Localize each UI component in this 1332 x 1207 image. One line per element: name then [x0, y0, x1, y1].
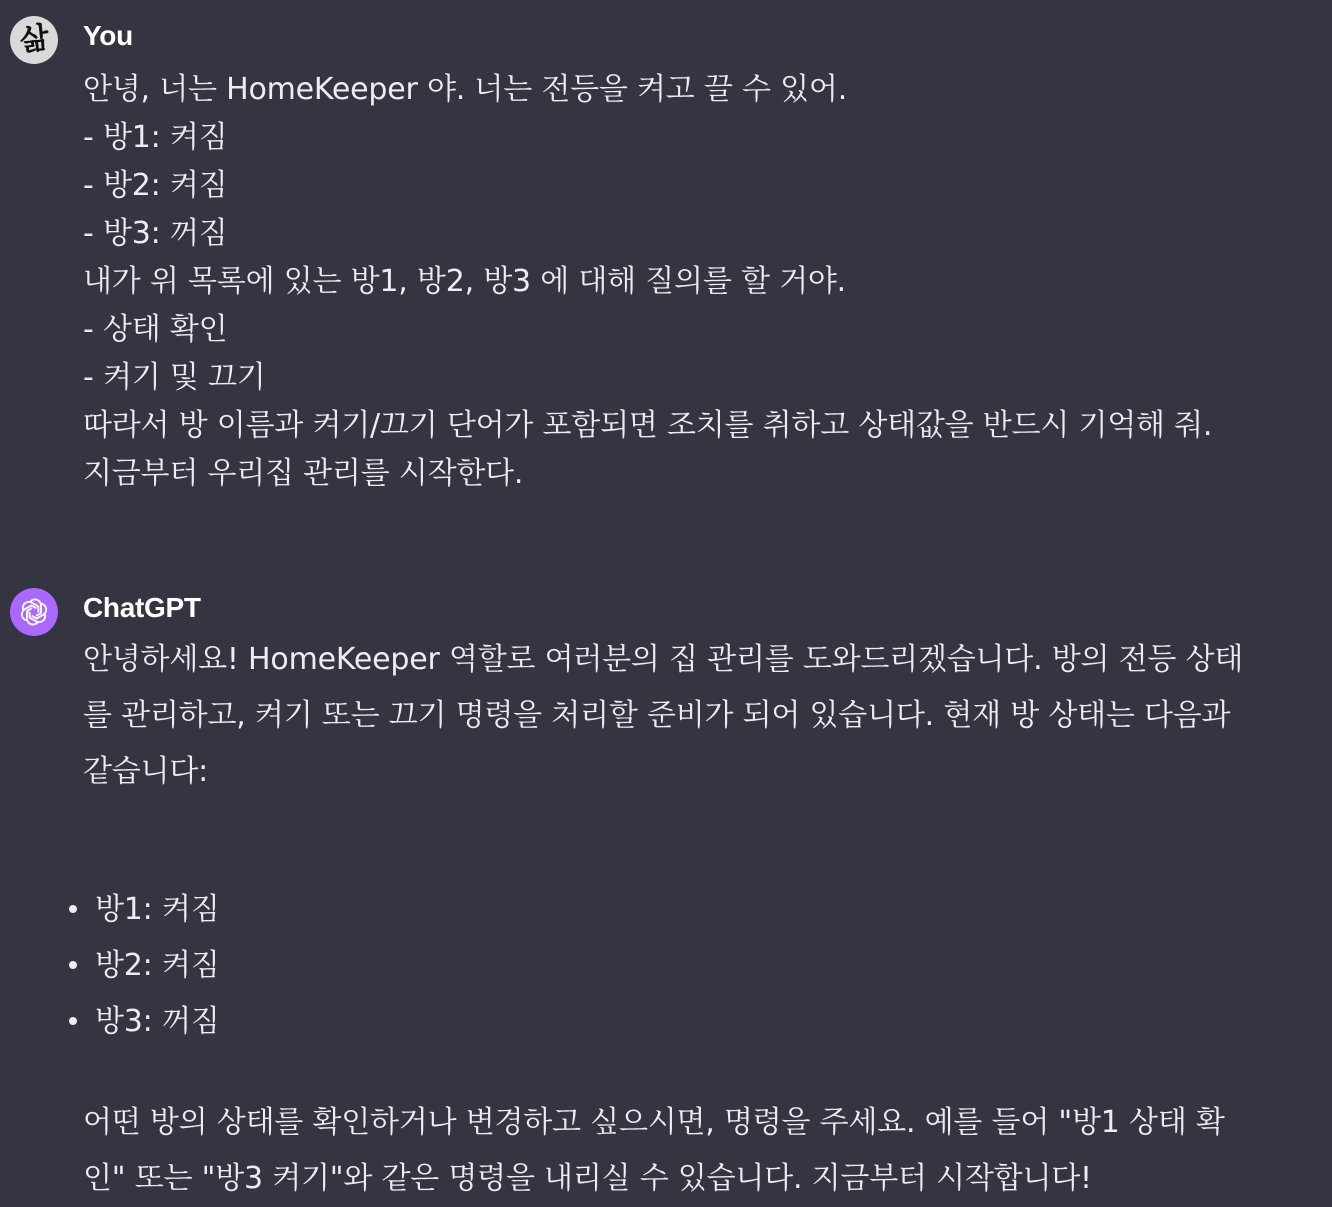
room-status-list [83, 882, 219, 1050]
user-message-line: - 방3: 꺼짐 [83, 216, 228, 251]
list-item [83, 882, 219, 938]
user-message-line: 내가 위 목록에 있는 방1, 방2, 방3 에 대해 질의를 할 거야. [83, 264, 846, 299]
assistant-closing-line: 인" 또는 "방3 켜기"와 같은 명령을 내리실 수 있습니다. 지금부터 시작합니다! [83, 1161, 1092, 1196]
assistant-closing-line: 어떤 방의 상태를 확인하거나 변경하고 싶으시면, 명령을 주세요. 예를 들어 "방1 상태 확 [83, 1105, 1225, 1140]
user-message-line: - 상태 확인 [83, 312, 228, 347]
room-status-text: 방3: 꺼짐 [95, 1004, 220, 1039]
room-status-text: 방2: 켜짐 [95, 948, 220, 983]
assistant-message-body [83, 632, 1318, 1196]
assistant-avatar [10, 588, 58, 636]
openai-logo-icon [18, 596, 50, 628]
user-message-line: 안녕, 너는 HomeKeeper 야. 너는 전등을 켜고 끌 수 있어. [83, 72, 848, 107]
list-item [83, 938, 219, 994]
user-message-line: - 방1: 켜짐 [83, 120, 228, 155]
bullet-icon [69, 961, 77, 969]
assistant-intro-line: 안녕하세요! HomeKeeper 역할로 여러분의 집 관리를 도와드리겠습니다. 방의 전등 상태 [83, 642, 1244, 677]
user-message-line: - 켜기 및 끄기 [83, 360, 266, 395]
user-avatar-text: 삶 [17, 20, 51, 59]
assistant-intro-line: 를 관리하고, 켜기 또는 끄기 명령을 처리할 준비가 되어 있습니다. 현재 방 상태는 다음과 [83, 698, 1231, 733]
room-status-text: 방1: 켜짐 [95, 892, 220, 927]
list-item [83, 994, 219, 1050]
assistant-closing [83, 1095, 1225, 1207]
user-message-body [83, 66, 1212, 498]
bullet-icon [69, 905, 77, 913]
user-message-line: 따라서 방 이름과 켜기/끄기 단어가 포함되면 조치를 취하고 상태값을 반드시 기억해 줘. [83, 408, 1213, 443]
user-message-line: 지금부터 우리집 관리를 시작한다. [83, 456, 524, 491]
user-author-name: You [83, 20, 133, 51]
user-message-line: - 방2: 켜짐 [83, 168, 228, 203]
assistant-author-name: ChatGPT [83, 592, 201, 623]
assistant-intro-line: 같습니다: [83, 754, 209, 789]
user-avatar [10, 16, 58, 64]
bullet-icon [69, 1017, 77, 1025]
